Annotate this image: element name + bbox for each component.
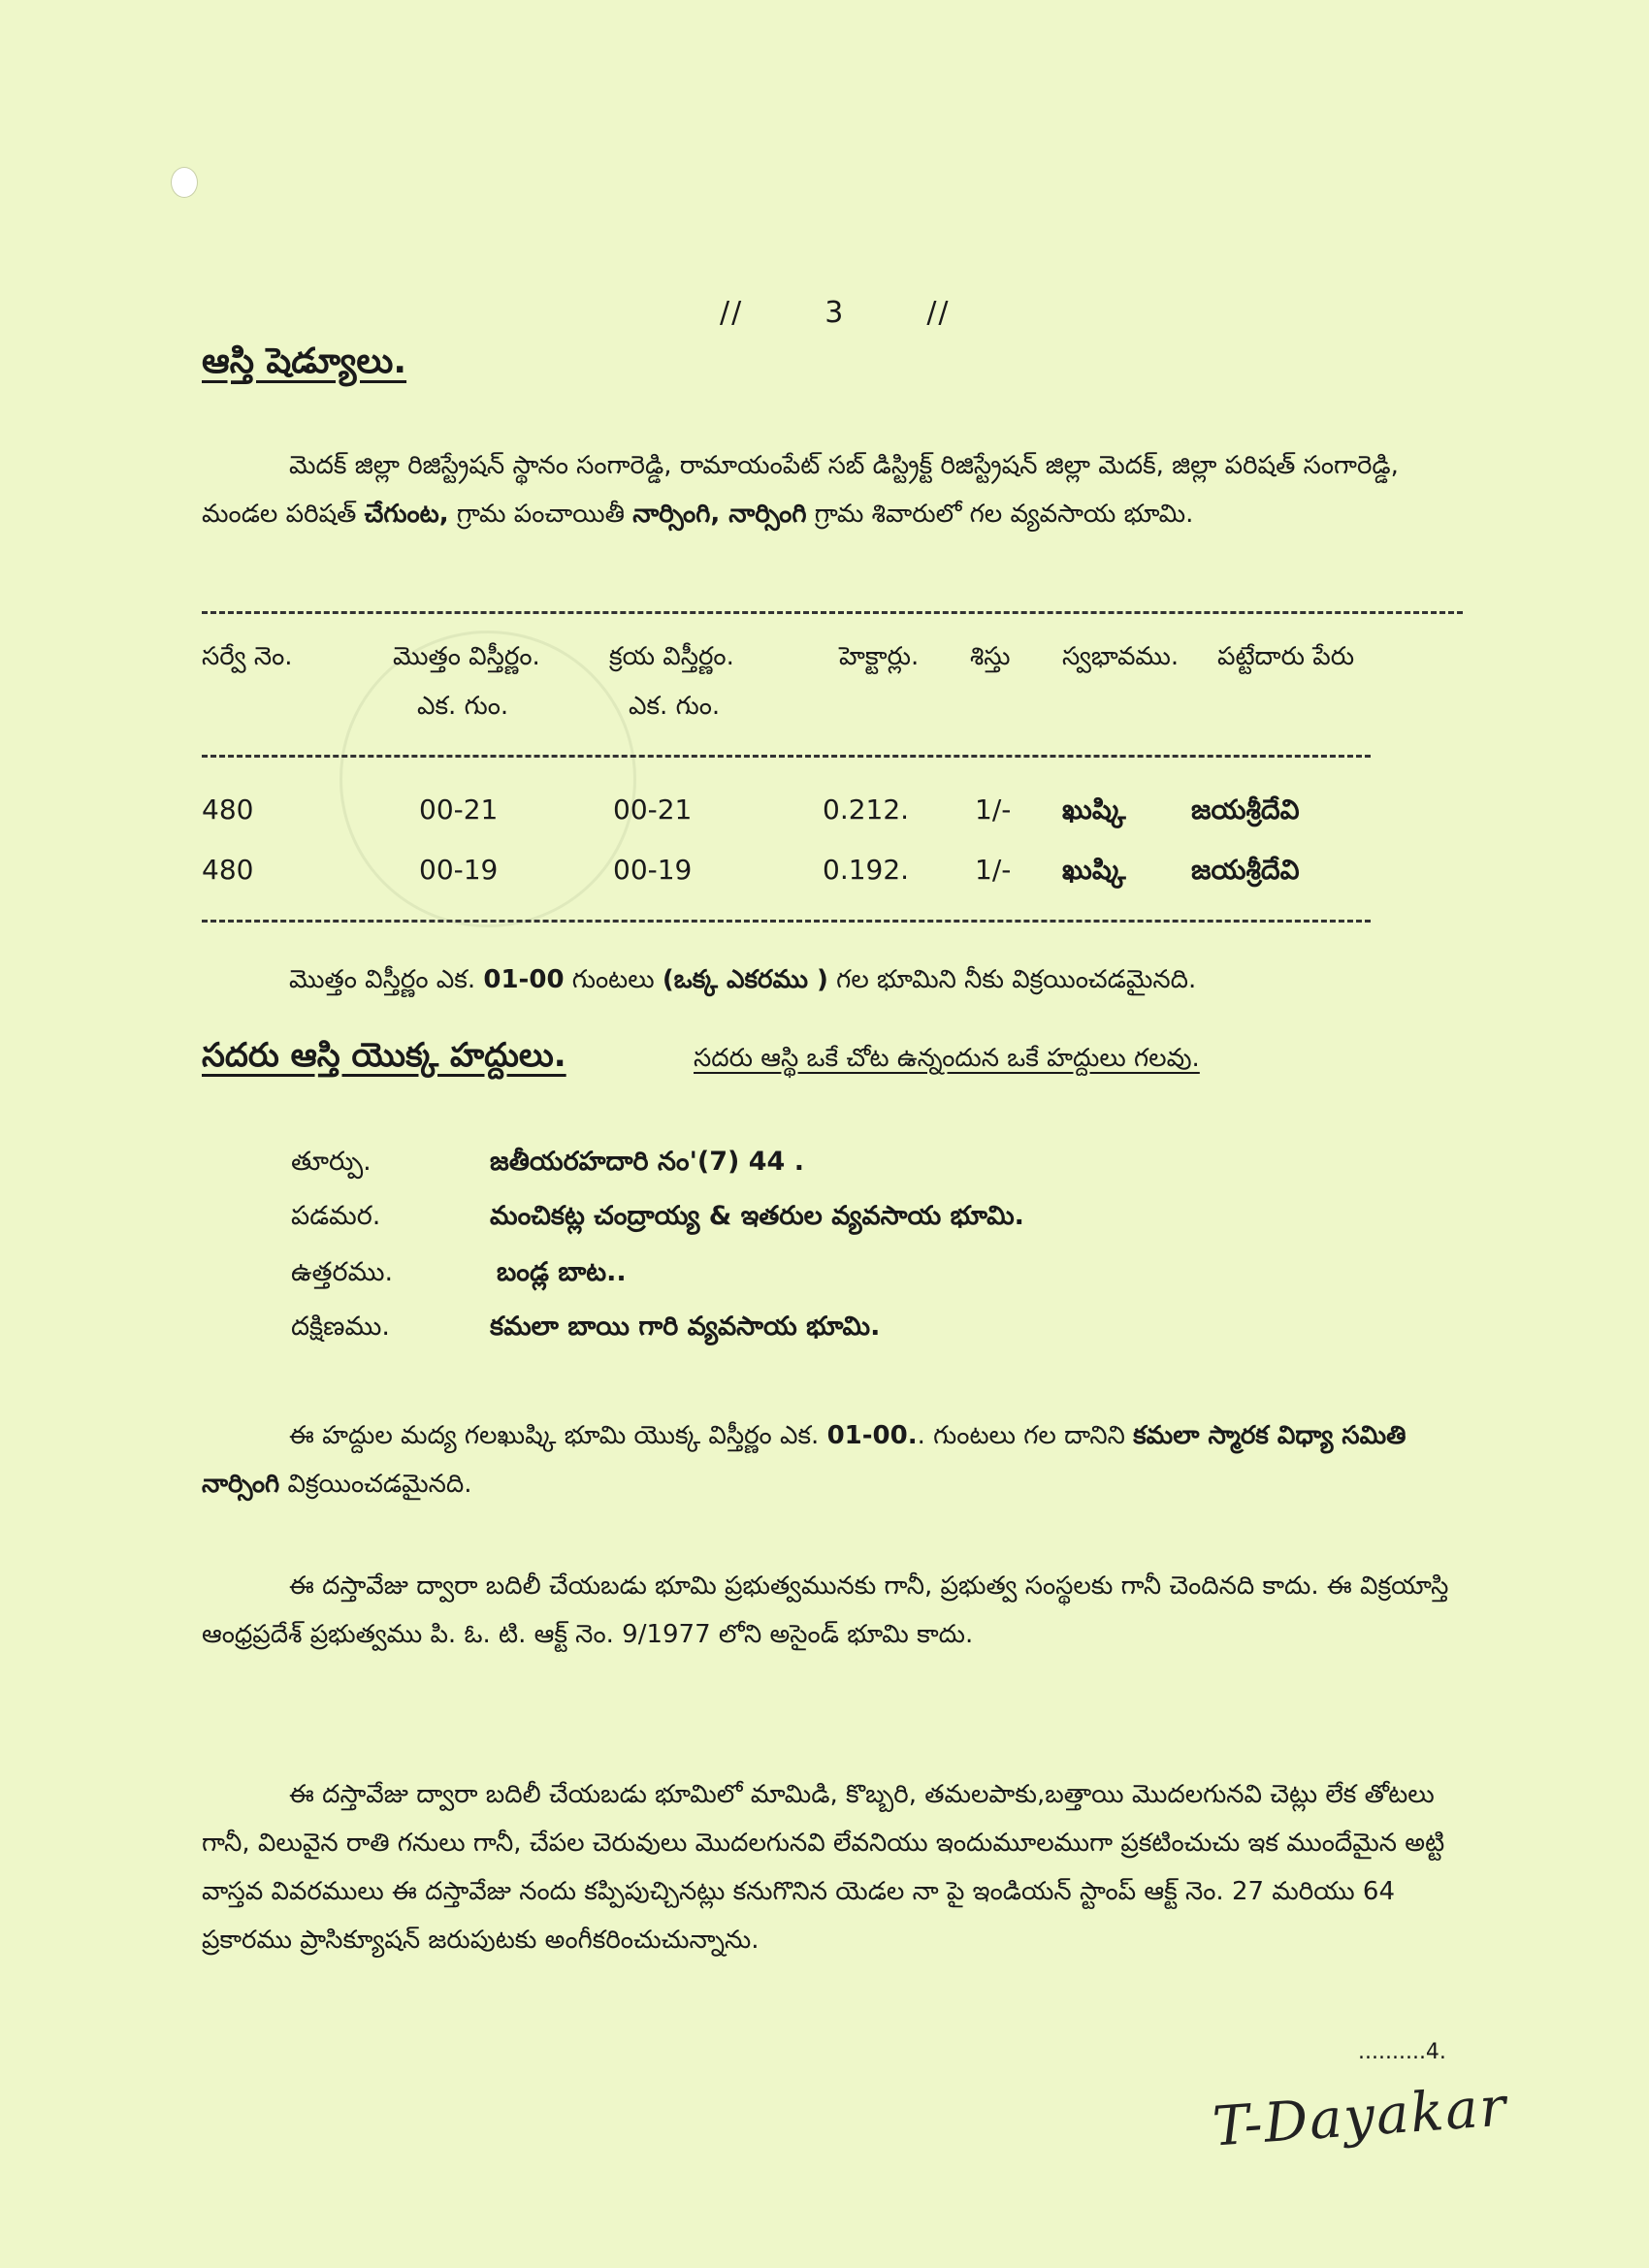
cell-hectares: 0.212. bbox=[823, 794, 910, 826]
boundary-east-value: జతీయరహదారి నం'(7) 44 . bbox=[490, 1147, 804, 1177]
extent-value: 01-00. bbox=[826, 1421, 918, 1450]
cell-total-extent: 00-21 bbox=[419, 794, 499, 826]
boundaries-title: సదరు ఆస్తి యొక్క హద్దులు. bbox=[202, 1036, 566, 1075]
page-number-left-mark: // bbox=[720, 296, 744, 330]
continued-marker: ..........4. bbox=[1358, 2040, 1446, 2064]
table-top-rule bbox=[202, 611, 1463, 614]
cell-tax: 1/- bbox=[975, 854, 1012, 886]
boundary-east-label: తూర్పు. bbox=[291, 1147, 372, 1177]
boundary-north-label: ఉత్తరము. bbox=[291, 1257, 394, 1287]
header-pattadar: పట్టేదారు పేరు bbox=[1217, 642, 1355, 671]
boundary-west-value: మంచికట్ల చంద్రాయ్య & ఇతరుల వ్యవసాయ భూమి. bbox=[490, 1201, 1024, 1231]
declaration-paragraph: ఈ దస్తావేజు ద్వారా బదిలీ చేయబడు భూమిలో మామిడి, కొబ్బరి, తమలపాకు,బత్తాయి మొదలగునవి చెట్లు లేక తోటలు గానీ, విలువైన రాతి గనులు గానీ, చేపల చెరువులు మొదలగునవి లేవనియు ఇందుమూలముగా ప్రకటించుచు ఇక ముందేమైన అట్టి వాస్తవ వివరములు ఈ దస్తావేజు నందు కప్పిపుచ్చినట్లు కనుగొనిన యెడల నా పై ఇండియన్ స్టాంప్ ఆక్ట్ నెం. 27 మరియు 64 ప్రకారము ప్రాసిక్యూషన్ జరుపుటకు అంగీకరించుచున్నాను. bbox=[202, 1780, 1445, 1955]
schedule-heading: ఆస్తి షెడ్యూలు. bbox=[202, 341, 407, 381]
page-number-value: 3 bbox=[824, 296, 846, 330]
total-words: (ఒక్క ఎకరము ) bbox=[662, 965, 828, 994]
punch-hole bbox=[171, 167, 198, 198]
header-sale-extent-units: ఎక. గుం. bbox=[629, 692, 721, 721]
total-part3: గల భూమిని నీకు విక్రయించడమైనది. bbox=[827, 965, 1197, 994]
intro-part2: గ్రామ పంచాయితీ bbox=[448, 500, 633, 529]
cell-pattadar: జయశ్రీదేవి bbox=[1191, 854, 1300, 886]
cell-pattadar: జయశ్రీదేవి bbox=[1191, 794, 1300, 826]
intro-part3: గ్రామ శివారులో గల వ్యవసాయ భూమి. bbox=[806, 500, 1194, 529]
header-tax: శిస్తు bbox=[970, 642, 1011, 671]
page-number bbox=[679, 296, 991, 330]
total-value: 01-00 bbox=[483, 965, 565, 994]
boundary-north-value: బండ్ల బాట.. bbox=[497, 1257, 627, 1287]
intro-part1: మెదక్ జిల్లా రిజిస్ట్రేషన్ స్థానం సంగారెడ్డి, రామాయంపేట్ సబ్ డిస్ట్రిక్ట్ రిజిస్ట్రేషన్ జిల్లా మెదక్, జిల్లా పరిషత్ సంగారెడ్డి, మండల పరిషత్ bbox=[202, 451, 1399, 529]
cell-sale-extent: 00-21 bbox=[613, 794, 693, 826]
cell-survey-no: 480 bbox=[202, 854, 254, 886]
signature: T-Dayakar bbox=[1211, 2075, 1510, 2159]
cell-tax: 1/- bbox=[975, 794, 1012, 826]
intro-mandal: చేగుంట, bbox=[364, 500, 449, 529]
cell-sale-extent: 00-19 bbox=[613, 854, 693, 886]
total-part1: మొత్తం విస్తీర్ణం ఎక. bbox=[289, 965, 484, 994]
boundary-south-label: దక్షిణము. bbox=[291, 1312, 390, 1342]
header-hectares: హెక్టార్లు. bbox=[839, 642, 920, 671]
cell-hectares: 0.192. bbox=[823, 854, 910, 886]
header-total-extent: మొత్తం విస్తీర్ణం. bbox=[393, 642, 540, 671]
total-extent-line bbox=[289, 956, 1482, 1004]
extent-part1: ఈ హద్దుల మద్య గలఖుష్కి భూమి యొక్క విస్తీర్ణం ఎక. bbox=[289, 1421, 827, 1450]
boundaries-note: సదరు ఆస్థి ఒకే చోట ఉన్నందున ఒకే హద్దులు గలవు. bbox=[694, 1044, 1200, 1073]
table-header-rule bbox=[202, 755, 1371, 758]
header-nature: స్వభావము. bbox=[1062, 642, 1180, 671]
boundary-extent-paragraph bbox=[202, 1411, 1477, 1508]
intro-paragraph bbox=[202, 441, 1477, 538]
cell-nature: ఖుష్కి bbox=[1062, 854, 1126, 886]
cell-total-extent: 00-19 bbox=[419, 854, 499, 886]
boundary-west-label: పడమర. bbox=[291, 1201, 381, 1231]
cell-nature: ఖుష్కి bbox=[1062, 794, 1126, 826]
extent-part2: . గుంటలు గల దానిని bbox=[917, 1421, 1134, 1450]
table-bottom-rule bbox=[202, 920, 1371, 923]
intro-village: నార్సింగి, నార్సింగి bbox=[632, 500, 807, 529]
header-survey-no: సర్వే నెం. bbox=[202, 642, 293, 671]
extent-part3: విక్రయించడమైనది. bbox=[279, 1470, 472, 1499]
header-total-extent-units: ఎక. గుం. bbox=[417, 692, 509, 721]
page-number-right-mark: // bbox=[926, 296, 951, 330]
extent-buyer: కమలా స్మారక విధ్యా సమితి నార్సింగి bbox=[202, 1421, 1406, 1499]
header-sale-extent: క్రయ విస్తీర్ణం. bbox=[609, 642, 734, 671]
government-land-paragraph: ఈ దస్తావేజు ద్వారా బదిలీ చేయబడు భూమి ప్రభుత్వమునకు గానీ, ప్రభుత్వ సంస్థలకు గానీ చెందినది కాదు. ఈ విక్రయాస్తి ఆంధ్రప్రదేశ్ ప్రభుత్వము పి. ఓ. టి. ఆక్ట్ నెం. 9/1977 లోని అసైండ్ భూమి కాదు. bbox=[202, 1571, 1449, 1649]
cell-survey-no: 480 bbox=[202, 794, 254, 826]
total-part2: గుంటలు bbox=[564, 965, 663, 994]
boundary-south-value: కమలా బాయి గారి వ్యవసాయ భూమి. bbox=[490, 1312, 881, 1342]
